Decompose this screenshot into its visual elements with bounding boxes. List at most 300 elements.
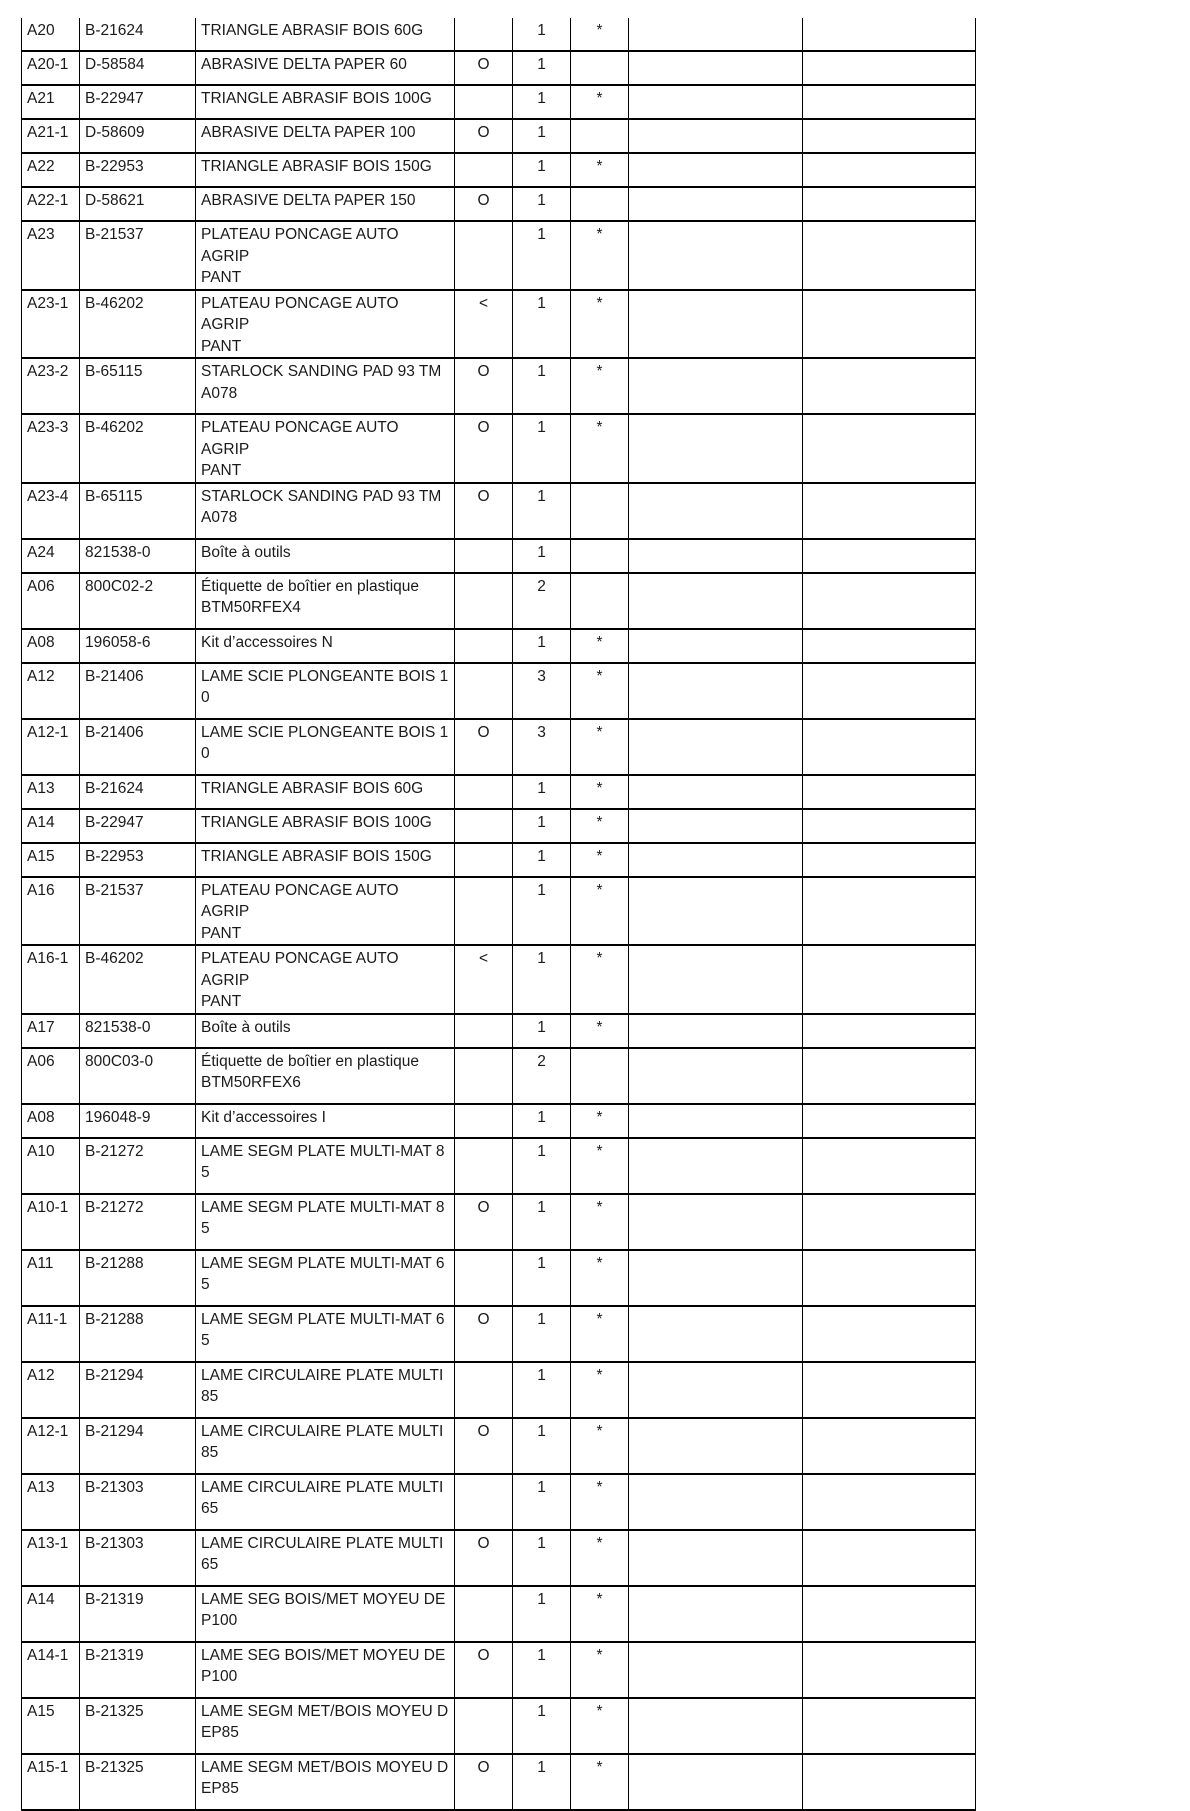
flag-cell: < — [455, 290, 513, 359]
ref-cell: A16-1 — [22, 945, 80, 1014]
quantity-cell: 1 — [513, 809, 571, 843]
ref-cell: A14 — [22, 1586, 80, 1642]
ref-cell: A11-1 — [22, 1306, 80, 1362]
ref-cell: A14-1 — [22, 1642, 80, 1698]
extra-cell-2 — [803, 221, 976, 290]
table-row — [22, 1138, 976, 1194]
mark-cell: * — [571, 1698, 629, 1754]
part-number-cell: B-21294 — [80, 1362, 196, 1418]
ref-cell: A06 — [22, 573, 80, 629]
mark-cell: * — [571, 719, 629, 775]
extra-cell-1 — [629, 1642, 803, 1698]
description-cell: LAME CIRCULAIRE PLATE MULTI 65 — [196, 1530, 455, 1586]
flag-cell — [455, 1586, 513, 1642]
part-number-cell: 821538-0 — [80, 539, 196, 573]
extra-cell-2 — [803, 1138, 976, 1194]
quantity-cell: 1 — [513, 1014, 571, 1048]
extra-cell-2 — [803, 119, 976, 153]
description-cell: TRIANGLE ABRASIF BOIS 60G — [196, 18, 455, 51]
ref-cell: A20-1 — [22, 51, 80, 85]
ref-cell: A15 — [22, 843, 80, 877]
mark-cell: * — [571, 414, 629, 483]
mark-cell — [571, 187, 629, 221]
part-number-cell: B-22947 — [80, 85, 196, 119]
flag-cell: O — [455, 1194, 513, 1250]
part-number-cell: B-21537 — [80, 221, 196, 290]
quantity-cell: 1 — [513, 85, 571, 119]
extra-cell-1 — [629, 1306, 803, 1362]
mark-cell: * — [571, 843, 629, 877]
ref-cell: A10-1 — [22, 1194, 80, 1250]
quantity-cell: 1 — [513, 629, 571, 663]
part-number-cell: B-21406 — [80, 719, 196, 775]
extra-cell-2 — [803, 663, 976, 719]
extra-cell-1 — [629, 809, 803, 843]
mark-cell — [571, 483, 629, 539]
table-row — [22, 85, 976, 119]
ref-cell: A16 — [22, 877, 80, 946]
part-number-cell: 821538-0 — [80, 1014, 196, 1048]
quantity-cell: 1 — [513, 221, 571, 290]
quantity-cell: 1 — [513, 51, 571, 85]
table-row — [22, 153, 976, 187]
description-cell: PLATEAU PONCAGE AUTO AGRIP PANT — [196, 290, 455, 359]
description-cell: TRIANGLE ABRASIF BOIS 100G — [196, 809, 455, 843]
parts-table-body — [22, 18, 976, 1810]
flag-cell: O — [455, 1418, 513, 1474]
quantity-cell: 1 — [513, 358, 571, 414]
flag-cell — [455, 775, 513, 809]
description-cell: ABRASIVE DELTA PAPER 60 — [196, 51, 455, 85]
description-cell: TRIANGLE ABRASIF BOIS 150G — [196, 843, 455, 877]
part-number-cell: 800C03-0 — [80, 1048, 196, 1104]
mark-cell — [571, 119, 629, 153]
table-row — [22, 1698, 976, 1754]
ref-cell: A15-1 — [22, 1754, 80, 1810]
extra-cell-1 — [629, 483, 803, 539]
mark-cell: * — [571, 1138, 629, 1194]
ref-cell: A14 — [22, 809, 80, 843]
extra-cell-2 — [803, 1362, 976, 1418]
extra-cell-2 — [803, 1530, 976, 1586]
flag-cell: < — [455, 945, 513, 1014]
extra-cell-2 — [803, 1194, 976, 1250]
description-cell: LAME SCIE PLONGEANTE BOIS 1 0 — [196, 663, 455, 719]
part-number-cell: B-46202 — [80, 414, 196, 483]
extra-cell-2 — [803, 483, 976, 539]
table-row — [22, 1474, 976, 1530]
quantity-cell: 1 — [513, 775, 571, 809]
quantity-cell: 2 — [513, 573, 571, 629]
mark-cell — [571, 1048, 629, 1104]
ref-cell: A24 — [22, 539, 80, 573]
quantity-cell: 1 — [513, 1530, 571, 1586]
description-cell: ABRASIVE DELTA PAPER 100 — [196, 119, 455, 153]
flag-cell: O — [455, 119, 513, 153]
ref-cell: A12 — [22, 663, 80, 719]
extra-cell-2 — [803, 1250, 976, 1306]
table-row — [22, 1250, 976, 1306]
description-cell: Kit d’accessoires I — [196, 1104, 455, 1138]
flag-cell: O — [455, 1530, 513, 1586]
flag-cell: O — [455, 719, 513, 775]
description-cell: LAME CIRCULAIRE PLATE MULTI 85 — [196, 1418, 455, 1474]
extra-cell-2 — [803, 18, 976, 51]
mark-cell: * — [571, 18, 629, 51]
extra-cell-2 — [803, 85, 976, 119]
extra-cell-2 — [803, 1048, 976, 1104]
ref-cell: A22-1 — [22, 187, 80, 221]
table-row — [22, 809, 976, 843]
ref-cell: A13-1 — [22, 1530, 80, 1586]
ref-cell: A08 — [22, 629, 80, 663]
quantity-cell: 1 — [513, 119, 571, 153]
extra-cell-1 — [629, 51, 803, 85]
flag-cell — [455, 1014, 513, 1048]
table-row — [22, 221, 976, 290]
extra-cell-1 — [629, 1048, 803, 1104]
extra-cell-2 — [803, 1642, 976, 1698]
part-number-cell: B-21303 — [80, 1530, 196, 1586]
ref-cell: A23 — [22, 221, 80, 290]
part-number-cell: B-21288 — [80, 1306, 196, 1362]
flag-cell — [455, 877, 513, 946]
quantity-cell: 1 — [513, 539, 571, 573]
part-number-cell: B-65115 — [80, 483, 196, 539]
extra-cell-2 — [803, 153, 976, 187]
description-cell: TRIANGLE ABRASIF BOIS 60G — [196, 775, 455, 809]
description-cell: LAME SEGM MET/BOIS MOYEU D EP85 — [196, 1698, 455, 1754]
extra-cell-2 — [803, 877, 976, 946]
ref-cell: A23-2 — [22, 358, 80, 414]
description-cell: LAME SEGM PLATE MULTI-MAT 6 5 — [196, 1306, 455, 1362]
description-cell: PLATEAU PONCAGE AUTO AGRIP PANT — [196, 414, 455, 483]
extra-cell-1 — [629, 663, 803, 719]
table-row — [22, 843, 976, 877]
flag-cell — [455, 1698, 513, 1754]
extra-cell-1 — [629, 775, 803, 809]
part-number-cell: B-21325 — [80, 1754, 196, 1810]
extra-cell-2 — [803, 1698, 976, 1754]
extra-cell-2 — [803, 1586, 976, 1642]
extra-cell-2 — [803, 843, 976, 877]
description-cell: ABRASIVE DELTA PAPER 150 — [196, 187, 455, 221]
table-row — [22, 119, 976, 153]
extra-cell-2 — [803, 1754, 976, 1810]
extra-cell-1 — [629, 719, 803, 775]
extra-cell-2 — [803, 187, 976, 221]
extra-cell-2 — [803, 719, 976, 775]
ref-cell: A13 — [22, 1474, 80, 1530]
table-row — [22, 775, 976, 809]
extra-cell-2 — [803, 290, 976, 359]
extra-cell-1 — [629, 221, 803, 290]
extra-cell-1 — [629, 119, 803, 153]
ref-cell: A15 — [22, 1698, 80, 1754]
part-number-cell: D-58609 — [80, 119, 196, 153]
part-number-cell: B-21319 — [80, 1586, 196, 1642]
mark-cell: * — [571, 809, 629, 843]
extra-cell-1 — [629, 629, 803, 663]
extra-cell-2 — [803, 945, 976, 1014]
table-row — [22, 539, 976, 573]
flag-cell — [455, 539, 513, 573]
mark-cell: * — [571, 1418, 629, 1474]
flag-cell — [455, 629, 513, 663]
flag-cell — [455, 1474, 513, 1530]
extra-cell-1 — [629, 945, 803, 1014]
flag-cell — [455, 1138, 513, 1194]
mark-cell: * — [571, 85, 629, 119]
description-cell: Boîte à outils — [196, 1014, 455, 1048]
description-cell: LAME SEG BOIS/MET MOYEU DE P100 — [196, 1586, 455, 1642]
extra-cell-1 — [629, 1586, 803, 1642]
table-row — [22, 1194, 976, 1250]
table-row — [22, 945, 976, 1014]
part-number-cell: B-21537 — [80, 877, 196, 946]
flag-cell — [455, 1362, 513, 1418]
extra-cell-1 — [629, 1014, 803, 1048]
table-row — [22, 1586, 976, 1642]
table-row — [22, 414, 976, 483]
table-row — [22, 483, 976, 539]
table-row — [22, 629, 976, 663]
ref-cell: A22 — [22, 153, 80, 187]
quantity-cell: 1 — [513, 1586, 571, 1642]
extra-cell-2 — [803, 573, 976, 629]
mark-cell: * — [571, 775, 629, 809]
mark-cell: * — [571, 629, 629, 663]
part-number-cell: 196058-6 — [80, 629, 196, 663]
description-cell: PLATEAU PONCAGE AUTO AGRIP PANT — [196, 877, 455, 946]
part-number-cell: B-21272 — [80, 1138, 196, 1194]
mark-cell: * — [571, 1104, 629, 1138]
extra-cell-1 — [629, 1138, 803, 1194]
quantity-cell: 1 — [513, 843, 571, 877]
extra-cell-2 — [803, 1306, 976, 1362]
mark-cell: * — [571, 1530, 629, 1586]
flag-cell — [455, 843, 513, 877]
flag-cell — [455, 18, 513, 51]
extra-cell-1 — [629, 1698, 803, 1754]
table-row — [22, 1418, 976, 1474]
extra-cell-2 — [803, 629, 976, 663]
flag-cell: O — [455, 414, 513, 483]
part-number-cell: B-22947 — [80, 809, 196, 843]
ref-cell: A23-4 — [22, 483, 80, 539]
table-row — [22, 290, 976, 359]
table-row — [22, 1306, 976, 1362]
table-row — [22, 1048, 976, 1104]
part-number-cell: B-21303 — [80, 1474, 196, 1530]
table-row — [22, 1014, 976, 1048]
quantity-cell: 1 — [513, 1138, 571, 1194]
mark-cell: * — [571, 1306, 629, 1362]
extra-cell-1 — [629, 85, 803, 119]
flag-cell: O — [455, 187, 513, 221]
part-number-cell: B-21406 — [80, 663, 196, 719]
extra-cell-2 — [803, 1474, 976, 1530]
extra-cell-1 — [629, 1418, 803, 1474]
table-row — [22, 18, 976, 51]
part-number-cell: B-21294 — [80, 1418, 196, 1474]
part-number-cell: B-21272 — [80, 1194, 196, 1250]
description-cell: STARLOCK SANDING PAD 93 TM A078 — [196, 358, 455, 414]
description-cell: TRIANGLE ABRASIF BOIS 150G — [196, 153, 455, 187]
ref-cell: A17 — [22, 1014, 80, 1048]
description-cell: Kit d’accessoires N — [196, 629, 455, 663]
quantity-cell: 1 — [513, 153, 571, 187]
quantity-cell: 1 — [513, 1306, 571, 1362]
quantity-cell: 1 — [513, 187, 571, 221]
parts-table — [21, 18, 976, 1811]
mark-cell: * — [571, 1250, 629, 1306]
part-number-cell: 196048-9 — [80, 1104, 196, 1138]
description-cell: LAME CIRCULAIRE PLATE MULTI 65 — [196, 1474, 455, 1530]
extra-cell-1 — [629, 1250, 803, 1306]
flag-cell: O — [455, 1642, 513, 1698]
ref-cell: A12 — [22, 1362, 80, 1418]
description-cell: LAME SEG BOIS/MET MOYEU DE P100 — [196, 1642, 455, 1698]
table-row — [22, 1530, 976, 1586]
extra-cell-1 — [629, 1104, 803, 1138]
description-cell: PLATEAU PONCAGE AUTO AGRIP PANT — [196, 221, 455, 290]
extra-cell-1 — [629, 1194, 803, 1250]
quantity-cell: 1 — [513, 1642, 571, 1698]
ref-cell: A21 — [22, 85, 80, 119]
part-number-cell: B-21624 — [80, 775, 196, 809]
extra-cell-1 — [629, 877, 803, 946]
ref-cell: A13 — [22, 775, 80, 809]
description-cell: PLATEAU PONCAGE AUTO AGRIP PANT — [196, 945, 455, 1014]
table-row — [22, 573, 976, 629]
flag-cell — [455, 153, 513, 187]
description-cell: LAME SEGM PLATE MULTI-MAT 8 5 — [196, 1138, 455, 1194]
quantity-cell: 1 — [513, 414, 571, 483]
quantity-cell: 1 — [513, 877, 571, 946]
mark-cell: * — [571, 1754, 629, 1810]
extra-cell-1 — [629, 843, 803, 877]
mark-cell: * — [571, 945, 629, 1014]
quantity-cell: 1 — [513, 1250, 571, 1306]
table-row — [22, 1642, 976, 1698]
flag-cell — [455, 1048, 513, 1104]
quantity-cell: 1 — [513, 1194, 571, 1250]
table-row — [22, 1362, 976, 1418]
extra-cell-1 — [629, 187, 803, 221]
table-row — [22, 719, 976, 775]
mark-cell: * — [571, 1362, 629, 1418]
quantity-cell: 1 — [513, 1104, 571, 1138]
extra-cell-1 — [629, 1754, 803, 1810]
description-cell: LAME SEGM MET/BOIS MOYEU D EP85 — [196, 1754, 455, 1810]
part-number-cell: B-21288 — [80, 1250, 196, 1306]
mark-cell: * — [571, 663, 629, 719]
description-cell: Boîte à outils — [196, 539, 455, 573]
extra-cell-1 — [629, 358, 803, 414]
part-number-cell: B-21319 — [80, 1642, 196, 1698]
table-row — [22, 187, 976, 221]
quantity-cell: 1 — [513, 1418, 571, 1474]
part-number-cell: D-58584 — [80, 51, 196, 85]
flag-cell — [455, 573, 513, 629]
part-number-cell: B-65115 — [80, 358, 196, 414]
table-row — [22, 663, 976, 719]
description-cell: TRIANGLE ABRASIF BOIS 100G — [196, 85, 455, 119]
flag-cell: O — [455, 483, 513, 539]
description-cell: LAME SCIE PLONGEANTE BOIS 1 0 — [196, 719, 455, 775]
extra-cell-2 — [803, 1418, 976, 1474]
quantity-cell: 1 — [513, 1474, 571, 1530]
description-cell: Étiquette de boîtier en plastique BTM50RFEX4 — [196, 573, 455, 629]
quantity-cell: 1 — [513, 290, 571, 359]
quantity-cell: 1 — [513, 483, 571, 539]
ref-cell: A06 — [22, 1048, 80, 1104]
extra-cell-2 — [803, 414, 976, 483]
mark-cell: * — [571, 1014, 629, 1048]
part-number-cell: B-46202 — [80, 945, 196, 1014]
mark-cell: * — [571, 290, 629, 359]
extra-cell-2 — [803, 1014, 976, 1048]
extra-cell-1 — [629, 539, 803, 573]
part-number-cell: B-21624 — [80, 18, 196, 51]
extra-cell-2 — [803, 539, 976, 573]
quantity-cell: 3 — [513, 663, 571, 719]
mark-cell: * — [571, 1586, 629, 1642]
part-number-cell: D-58621 — [80, 187, 196, 221]
quantity-cell: 1 — [513, 945, 571, 1014]
flag-cell — [455, 1250, 513, 1306]
flag-cell: O — [455, 51, 513, 85]
extra-cell-2 — [803, 1104, 976, 1138]
quantity-cell: 1 — [513, 1362, 571, 1418]
extra-cell-1 — [629, 153, 803, 187]
extra-cell-1 — [629, 1362, 803, 1418]
table-row — [22, 877, 976, 946]
ref-cell: A12-1 — [22, 1418, 80, 1474]
table-row — [22, 358, 976, 414]
mark-cell: * — [571, 1474, 629, 1530]
description-cell: STARLOCK SANDING PAD 93 TM A078 — [196, 483, 455, 539]
ref-cell: A08 — [22, 1104, 80, 1138]
description-cell: LAME SEGM PLATE MULTI-MAT 8 5 — [196, 1194, 455, 1250]
mark-cell — [571, 573, 629, 629]
quantity-cell: 1 — [513, 1754, 571, 1810]
ref-cell: A23-3 — [22, 414, 80, 483]
flag-cell — [455, 663, 513, 719]
extra-cell-2 — [803, 51, 976, 85]
quantity-cell: 3 — [513, 719, 571, 775]
table-row — [22, 51, 976, 85]
quantity-cell: 1 — [513, 1698, 571, 1754]
mark-cell: * — [571, 1642, 629, 1698]
mark-cell: * — [571, 1194, 629, 1250]
extra-cell-1 — [629, 290, 803, 359]
mark-cell: * — [571, 358, 629, 414]
flag-cell — [455, 221, 513, 290]
extra-cell-2 — [803, 358, 976, 414]
part-number-cell: B-46202 — [80, 290, 196, 359]
flag-cell — [455, 809, 513, 843]
part-number-cell: 800C02-2 — [80, 573, 196, 629]
ref-cell: A23-1 — [22, 290, 80, 359]
ref-cell: A11 — [22, 1250, 80, 1306]
table-row — [22, 1104, 976, 1138]
description-cell: LAME SEGM PLATE MULTI-MAT 6 5 — [196, 1250, 455, 1306]
part-number-cell: B-22953 — [80, 153, 196, 187]
flag-cell: O — [455, 1306, 513, 1362]
extra-cell-1 — [629, 573, 803, 629]
